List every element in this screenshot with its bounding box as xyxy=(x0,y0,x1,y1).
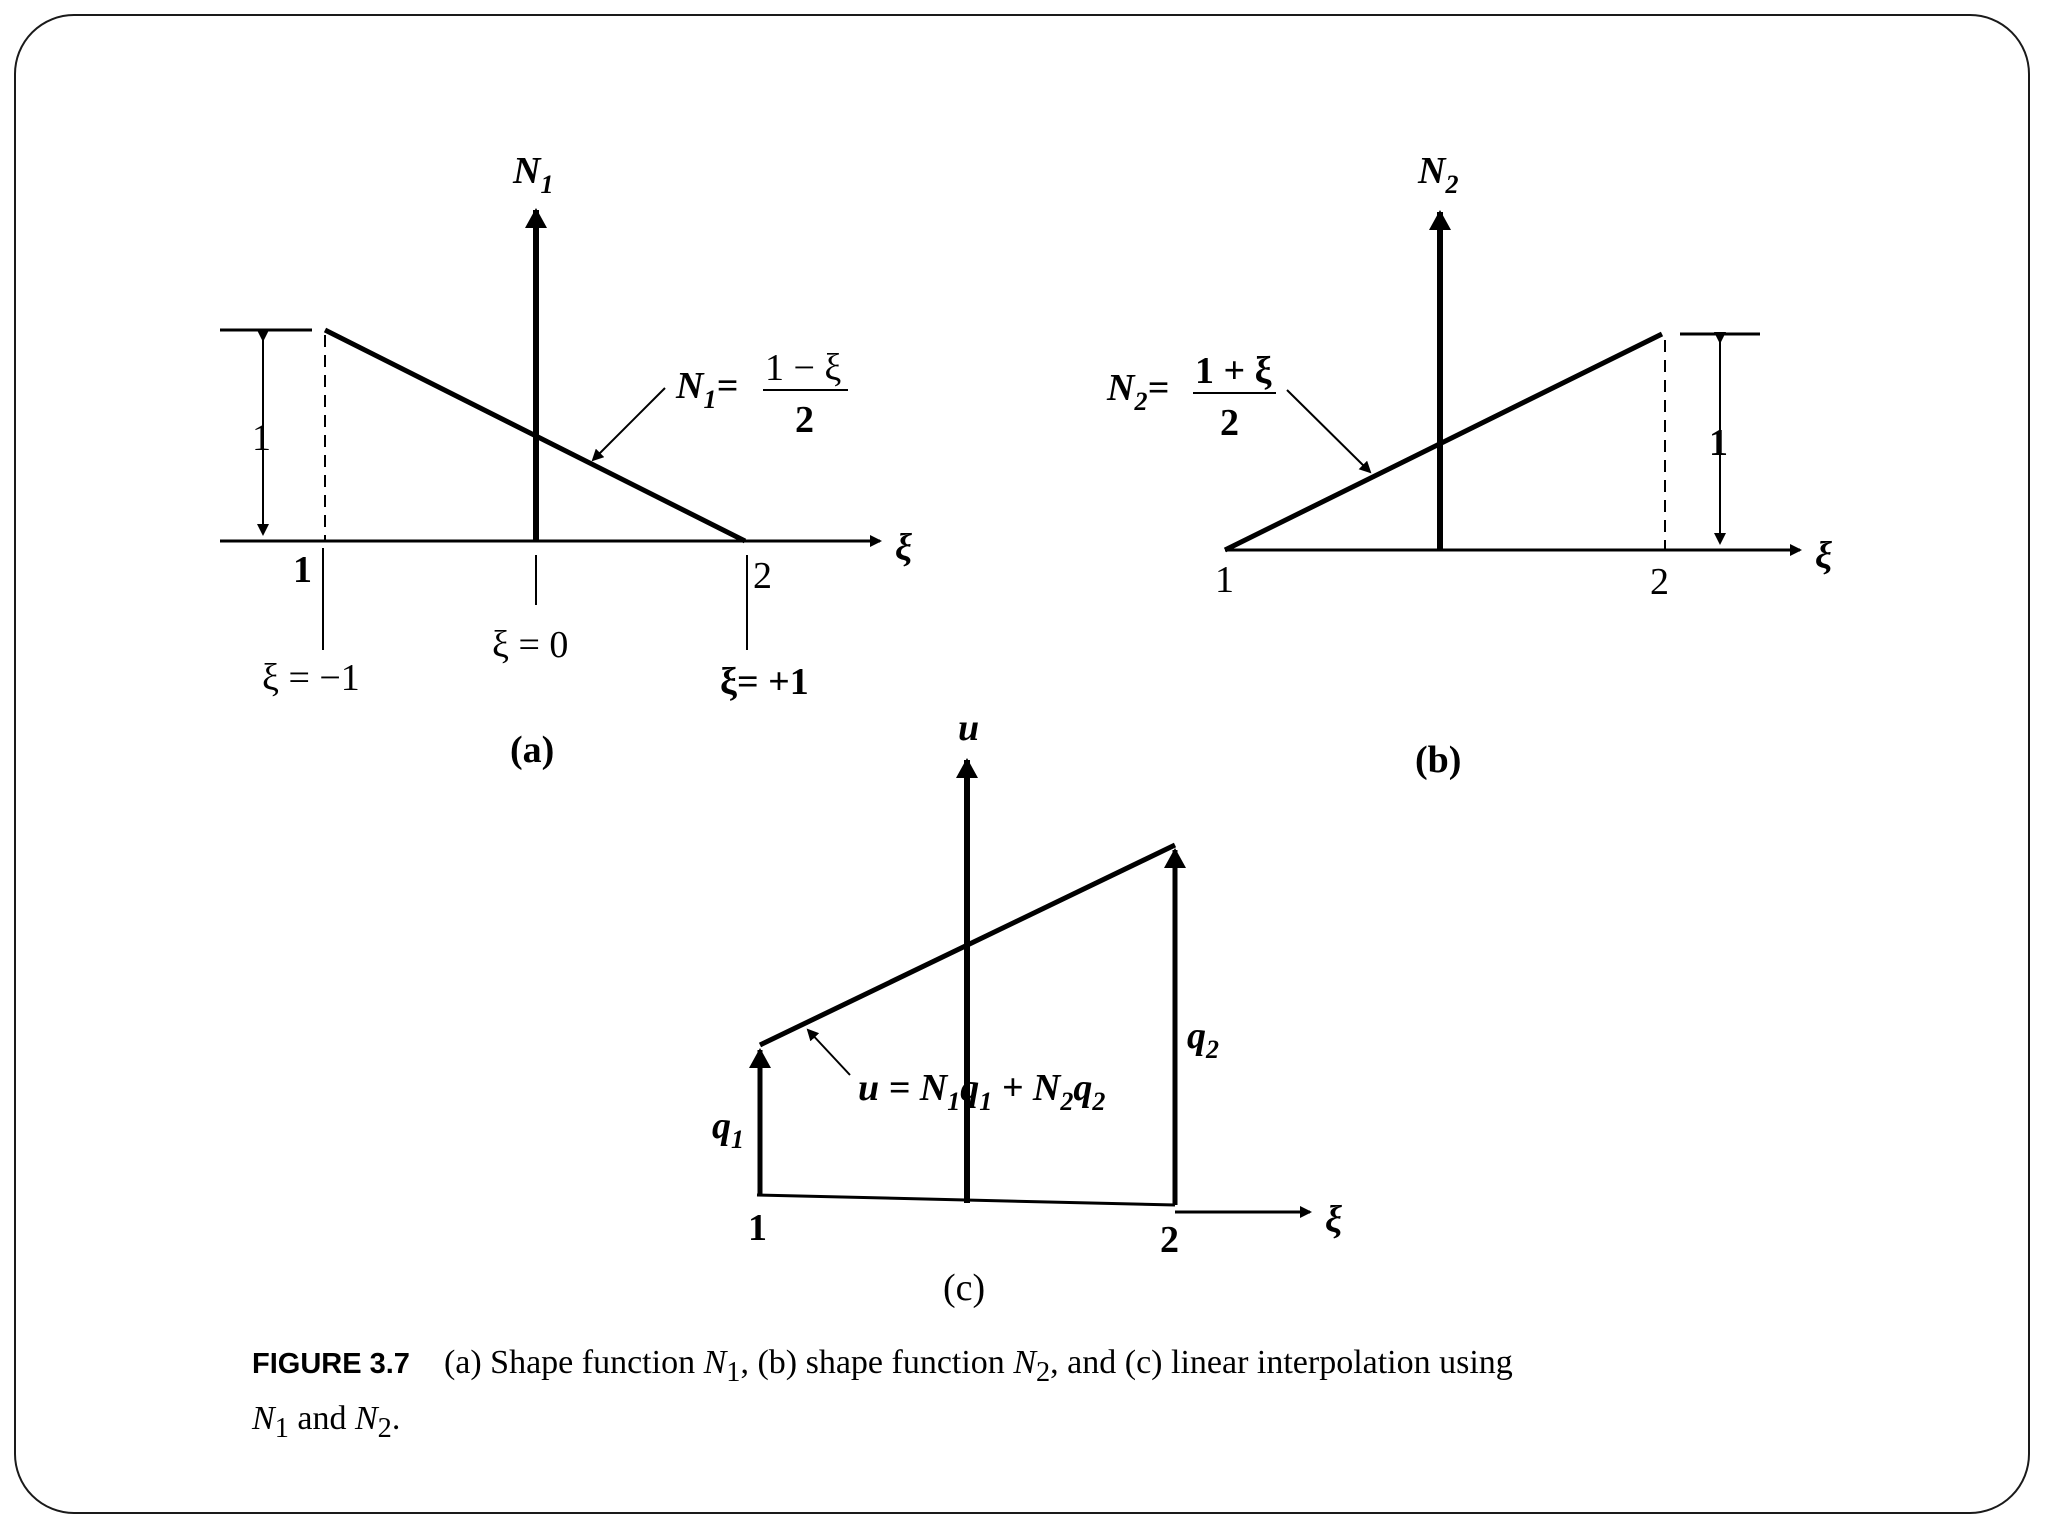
panel-a-label: (a) xyxy=(510,729,555,771)
panel-b-axis-label: $N_2$ xyxy=(1418,150,1459,199)
panel-b-height-label: 1 xyxy=(1709,422,1728,464)
panel-a-node-2: 2 xyxy=(753,555,772,597)
svg-text:2: 2 xyxy=(1220,402,1239,444)
caption-figure-id: FIGURE 3.7 xyxy=(252,1348,410,1380)
svg-text:2: 2 xyxy=(795,399,814,441)
panel-a-formula-pointer xyxy=(593,388,665,460)
panel-a-node-1: 1 xyxy=(293,549,312,591)
panel-c-label: (c) xyxy=(943,1267,986,1309)
panel-c xyxy=(712,707,1342,1309)
panel-c-q2-label: $q_2$ xyxy=(1187,1015,1219,1064)
panel-b-node-2: 2 xyxy=(1650,561,1669,603)
panel-b-axis-var: ξ xyxy=(1815,535,1833,577)
panel-c-formula: $u = N_1q_1 + N_2q_2$ xyxy=(858,1067,1106,1116)
panel-a-axis-var: ξ xyxy=(895,527,913,569)
panel-b-label: (b) xyxy=(1415,739,1462,781)
panel-b-node-1: 1 xyxy=(1215,559,1234,601)
panel-b-formula-pointer xyxy=(1287,390,1370,472)
panel-a xyxy=(220,150,912,771)
panel-c-axis-label: u xyxy=(958,707,980,749)
panel-a-height-label: 1 xyxy=(252,417,271,459)
figure-caption xyxy=(252,1340,1832,1452)
svg-text:1 − ξ: 1 − ξ xyxy=(765,347,842,389)
svg-text:N1=: $N_1=$ xyxy=(676,365,739,414)
panel-a-xi-center: ξ = 0 xyxy=(492,624,569,666)
panel-b-n2-line xyxy=(1225,334,1662,550)
panel-c-q1-label: $q_1$ xyxy=(712,1105,744,1154)
panel-a-axis-label: $N_1$ xyxy=(513,150,554,199)
panel-a-xi-left: ξ = −1 xyxy=(262,657,360,699)
panel-c-formula-pointer xyxy=(808,1030,850,1075)
panel-c-node-2: 2 xyxy=(1160,1219,1179,1261)
panel-c-axis-var: ξ xyxy=(1325,1199,1343,1241)
svg-text:N2=: $N_2=$ xyxy=(1107,367,1170,416)
panel-b-formula xyxy=(1106,350,1276,444)
panel-b xyxy=(1106,150,1832,781)
caption-line-1: FIGURE 3.7 (a) Shape function $N_1$, (b) shape function $N_2$, and (c) linear interpolation using xyxy=(252,1344,1513,1388)
svg-text:1 + ξ: 1 + ξ xyxy=(1195,350,1272,392)
caption-line-2: $N_1$ and $N_2$. xyxy=(252,1399,401,1444)
panel-c-node-1: 1 xyxy=(748,1207,767,1249)
panel-a-formula xyxy=(675,347,848,441)
panel-a-xi-right: ξ= +1 xyxy=(720,661,809,703)
